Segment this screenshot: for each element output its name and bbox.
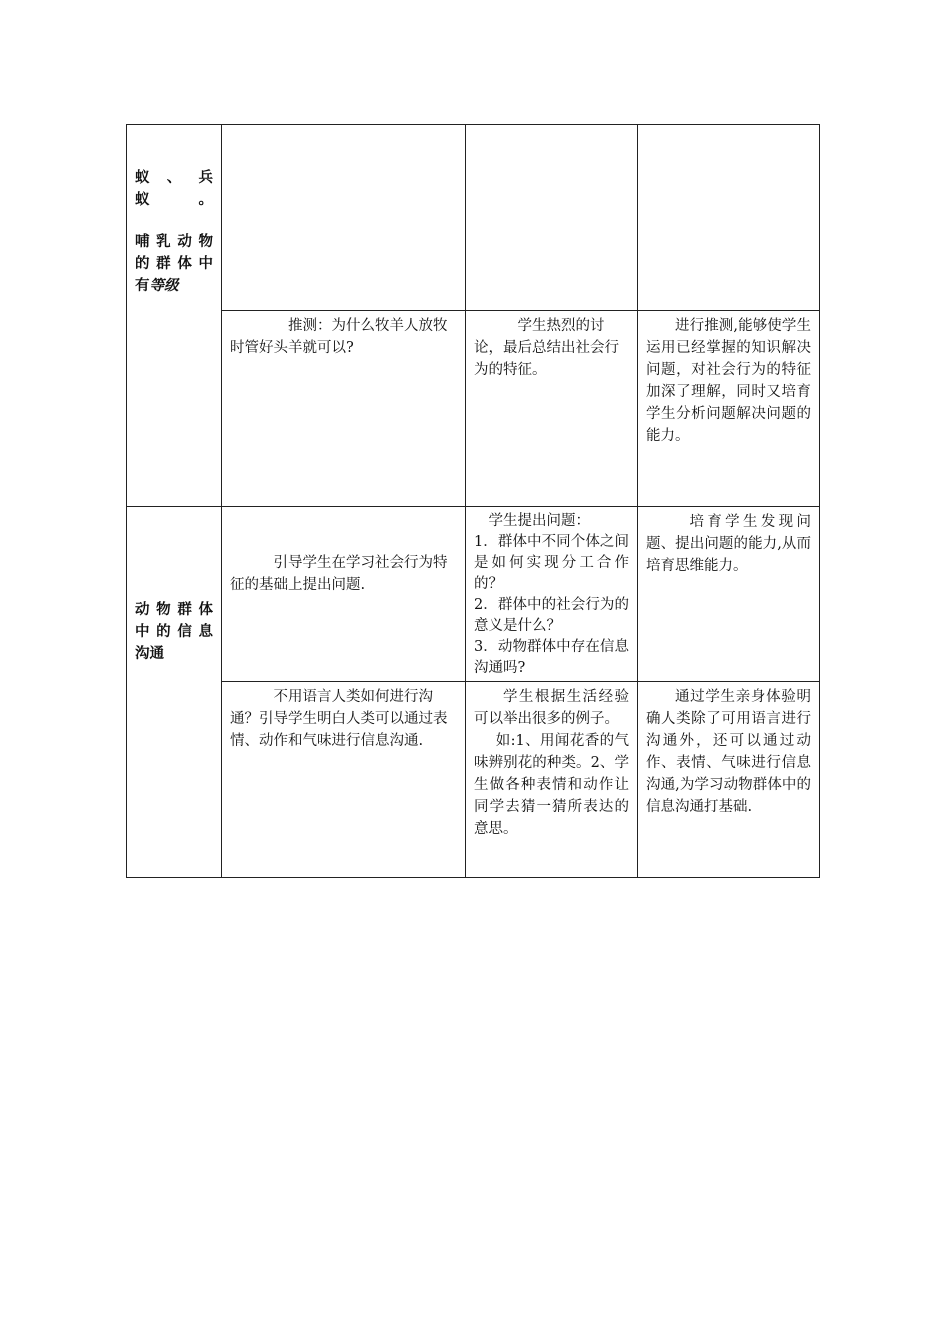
teacher-activity-cell xyxy=(222,507,466,682)
design-intent-text: 通过学生亲身体验明确人类除了可用语言进行沟通外，还可以通过动作、表情、气味进行信息沟通,为学习动物群体中的信息沟通打基础. xyxy=(646,689,811,815)
teacher-activity-text: 引导学生在学习社会行为特征的基础上提出问题. xyxy=(230,555,448,593)
topic-line: 蚁、兵 xyxy=(135,169,213,186)
student-activity-cell xyxy=(466,311,638,507)
empty-cell xyxy=(638,125,820,311)
lesson-plan-table xyxy=(126,124,820,878)
design-intent-text: 培育学生发现问题、提出问题的能力,从而培育思维能力。 xyxy=(646,514,811,574)
table-row xyxy=(127,125,820,311)
design-intent-text: 进行推测,能够使学生运用已经掌握的知识解决问题，对社会行为的特征加深了理解，同时又培育学生分析问题解决问题的能力。 xyxy=(646,318,811,444)
topic-line xyxy=(135,275,213,297)
table-row xyxy=(127,682,820,878)
topic-cell-social-behavior xyxy=(127,125,222,507)
topic-line: 中的信息 xyxy=(135,624,213,640)
student-question-item: 3．动物群体中存在信息沟通吗? xyxy=(474,639,629,676)
student-activity-cell xyxy=(466,507,638,682)
teacher-activity-cell xyxy=(222,311,466,507)
topic-line: 哺乳动物 xyxy=(135,233,213,250)
teacher-activity-text: 不用语言人类如何进行沟通？引导学生明白人类可以通过表情、动作和气味进行信息沟通. xyxy=(230,689,448,749)
student-activity-cell xyxy=(466,682,638,878)
student-activity-text: 学生热烈的讨论，最后总结出社会行为的特征。 xyxy=(474,318,619,378)
student-activity-text: 学生根据生活经验可以举出很多的例子。 xyxy=(474,689,629,727)
empty-cell xyxy=(222,125,466,311)
topic-line: 沟通 xyxy=(135,646,164,662)
topic-line: 动物群体 xyxy=(135,602,213,618)
student-question-item: 1．群体中不同个体之间是如何实现分工合作的？ xyxy=(474,534,629,592)
student-questions-intro: 学生提出问题： xyxy=(488,513,590,529)
student-question-item: 2．群体中的社会行为的意义是什么？ xyxy=(474,597,629,634)
table-row xyxy=(127,507,820,682)
design-intent-cell xyxy=(638,507,820,682)
table-row xyxy=(127,311,820,507)
design-intent-cell xyxy=(638,682,820,878)
empty-cell xyxy=(466,125,638,311)
design-intent-cell xyxy=(638,311,820,507)
topic-line: 蚁。 xyxy=(135,191,213,208)
topic-cell-info-communication xyxy=(127,507,222,878)
topic-prefix: 有 xyxy=(135,277,150,294)
student-activity-example: 如:1、用闻花香的气味辨别花的种类。2、学生做各种表情和动作让同学去猜一猜所表达的意思。 xyxy=(474,733,629,837)
teacher-activity-cell xyxy=(222,682,466,878)
teacher-activity-text: 推测：为什么牧羊人放牧时管好头羊就可以? xyxy=(230,318,448,356)
topic-line: 的群体中 xyxy=(135,255,213,272)
topic-emphasis: 等级 xyxy=(149,277,179,294)
